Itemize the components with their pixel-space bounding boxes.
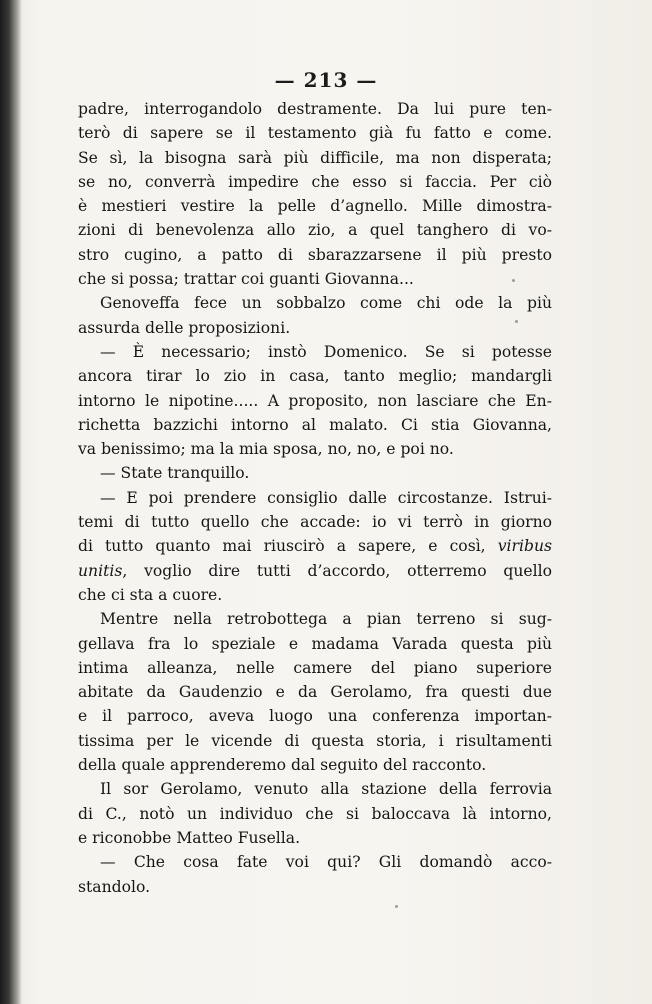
- text-line: intorno le nipotine..... A proposito, non lasciare che En-: [78, 391, 552, 410]
- text-line: e riconobbe Matteo Fusella.: [78, 828, 301, 847]
- text-line: che ci sta a cuore.: [78, 585, 223, 604]
- paper-speck: [512, 279, 515, 282]
- text-line: Il sor Gerolamo, venuto alla stazione della ferrovia: [100, 780, 552, 799]
- text-line: ancora tirar lo zio in casa, tanto meglio; mandargli: [78, 367, 552, 386]
- text-line: se no, converrà impedire che esso si faccia. Per ciò: [78, 172, 552, 191]
- text-line: stro cugino, a patto di sbarazzarsene il più presto: [78, 245, 552, 264]
- text-line: — E poi prendere consiglio dalle circostanze. Istrui-: [100, 488, 552, 507]
- text-line: temi di tutto quello che accade: io vi terrò in giorno: [78, 513, 552, 532]
- text-line: della quale apprenderemo dal seguito del racconto.: [78, 756, 487, 775]
- text-line: che si possa; trattar coi guanti Giovanna...: [78, 270, 414, 289]
- text-line: richetta bazzichi intorno al malato. Ci stia Giovanna,: [78, 415, 552, 434]
- text-line: tissima per le vicende di questa storia, i risultamenti: [78, 731, 552, 750]
- text-line: gellava fra lo speziale e madama Varada questa più: [78, 634, 552, 653]
- text-line: — È necessario; instò Domenico. Se si potesse: [100, 342, 552, 361]
- paper-speck: [395, 905, 398, 908]
- text-line: abitate da Gaudenzio e da Gerolamo, fra questi due: [78, 683, 552, 702]
- text-line: è mestieri vestire la pelle d’agnello. Mille dimostra-: [78, 197, 552, 216]
- text-line: — State tranquillo.: [100, 464, 250, 483]
- page-number: — 213 —: [274, 68, 378, 92]
- text-line: va benissimo; ma la mia sposa, no, no, e poi no.: [78, 440, 454, 459]
- book-binding-edge: [0, 0, 22, 1004]
- text-line: Se sì, la bisogna sarà più difficile, ma non disperata;: [78, 148, 552, 167]
- text-line: assurda delle proposizioni.: [78, 318, 291, 337]
- text-line: di C., notò un individuo che si baloccava là intorno,: [78, 804, 552, 823]
- text-line: — Che cosa fate voi qui? Gli domandò acco-: [100, 853, 552, 872]
- paper-speck: [515, 320, 518, 323]
- text-line: Mentre nella retrobottega a pian terreno si sug-: [100, 610, 552, 629]
- text-line: zioni di benevolenza allo zio, a quel tanghero di vo-: [78, 221, 552, 240]
- body-text: [78, 97, 552, 899]
- text-line: di tutto quanto mai riuscirò a sapere, e così, viribus: [78, 537, 552, 556]
- text-line: padre, interrogandolo destramente. Da lui pure ten-: [78, 100, 552, 118]
- text-line: Genoveffa fece un sobbalzo come chi ode la più: [100, 294, 552, 313]
- text-line: intima alleanza, nelle camere del piano superiore: [78, 658, 552, 677]
- text-line: unitis, voglio dire tutti d’accordo, otterremo quello: [78, 561, 552, 580]
- text-line: terò di sapere se il testamento già fu fatto e come.: [78, 124, 552, 143]
- text-line: standolo.: [78, 877, 151, 896]
- text-line: e il parroco, aveva luogo una conferenza importan-: [78, 707, 552, 726]
